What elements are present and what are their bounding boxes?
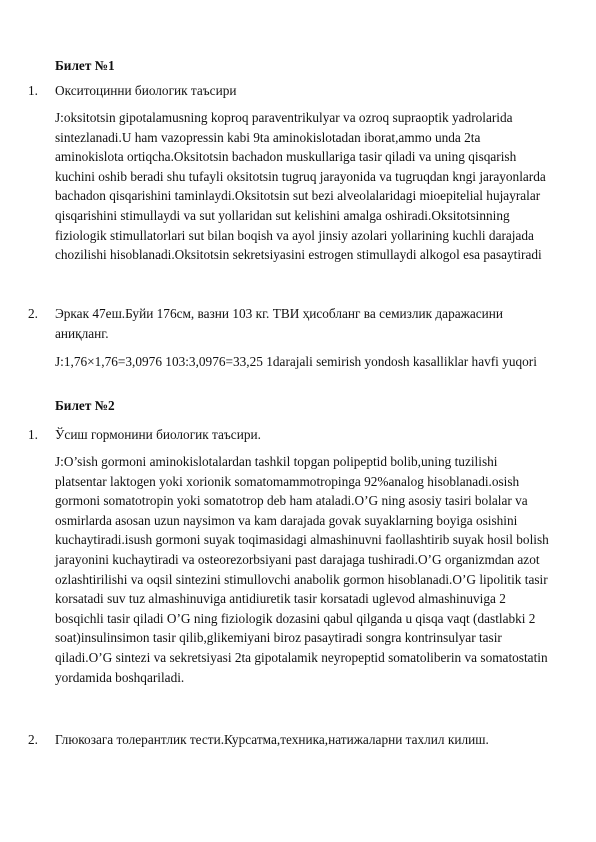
question-text: Эркак 47еш.Буйи 176см, вазни 103 кг. ТВИ ҳисобланг ва семизлик даражасини аниқланг. [55,306,503,341]
ticket-2-answer-1: J:O’sish gormoni aminokislotalardan tashkil topgan polipeptid bolib,uning tuzilishi platsentar laktogen yoki xorionik somatomammotropinga 92%analog hisoblanadi.osish gormoni somatotropin yoki somatotrop deb ham ataladi.O’G ning asosiy tasiri bolalar va osmirlarda asosan uzun naysimon va kam darajada govak suyaklarning boyiga osishini kuchaytiradi.isush gormoni suyak toqimasidagi almashinuvni faollashtirib suyak hosil bolish jarayonini kuchaytiradi va osteorezorbsiyani past darajaga tushiradi.O’G organizmdan azot ozlashtirilishi va oqsil sintezini stimullovchi anabolik gormon hisoblanadi.O’G lipolitik tasir korsatadi suv tuz almashinuviga antidiuretik tasir korsatadi uglevod almashinuviga 2 bosqichli tasir qiladi O’G ning fiziologik dozasini qabul qilganda u qisqa vaqt (dastlabki 2 soat)insulinsimon tasir qilib,glikemiyani biroz pasaytiradi songra kontrinsulyar tasir qiladi.O’G sintezi va sekretsiyasi 2ta gipotalamik neyropeptid somatoliberin va somatostatin yordamida boshqariladi. [55,454,549,685]
ticket-2-question-2 [28,730,548,750]
ticket-1-title: Билет №1 [55,58,115,73]
question-number: 1. [28,83,38,98]
ticket-1-question-1 [28,81,548,101]
ticket-1-question-2 [28,304,548,343]
ticket-1-answer-1: J:oksitotsin gipotalamusning koproq paraventrikulyar va ozroq supraoptik yadrolarida sintezlanadi.U ham vazopressin kabi 9ta aminokislotadan iborat,ammo unda 2ta aminokislota ortiqcha.Oksitotsin bachadon muskullariga tasir qiladi va uning qisqarish kuchini oshib beradi shu tufayli oksitotsin tugruq jarayonida va tugruqdan kngi jarayonlarda bachadon qisqarishini taminlaydi.Oksitotsin sut bezi alveolalaridagi mioepitelial hujayralar qisqarishini stimullaydi va sut yollaridan sut kelishini amalga oshiradi.Oksitotsinning fiziologik stimullatorlari sut bilan boqish va ayol jinsiy azolari yollarining kuchli darajada chozilishi hisoblanadi.Oksitotsin sekretsiyasini estrogen stimullaydi alkogol esa pasaytiradi [55,110,546,263]
question-text: Ўсиш гормонини биологик таъсири. [55,427,261,442]
ticket-2-title: Билет №2 [55,398,115,413]
ticket-1-answer-2: J:1,76×1,76=3,0976 103:3,0976=33,25 1darajali semirish yondosh kasalliklar havfi yuqori [55,354,537,369]
ticket-2-question-1 [28,425,548,445]
question-number: 2. [28,306,38,321]
question-number: 1. [28,427,38,442]
question-text: Глюкозага толерантлик тести.Курсатма,техника,натижаларни тахлил килиш. [55,732,489,747]
question-number: 2. [28,732,38,747]
question-text: Окситоцинни биологик таъсири [55,83,237,98]
